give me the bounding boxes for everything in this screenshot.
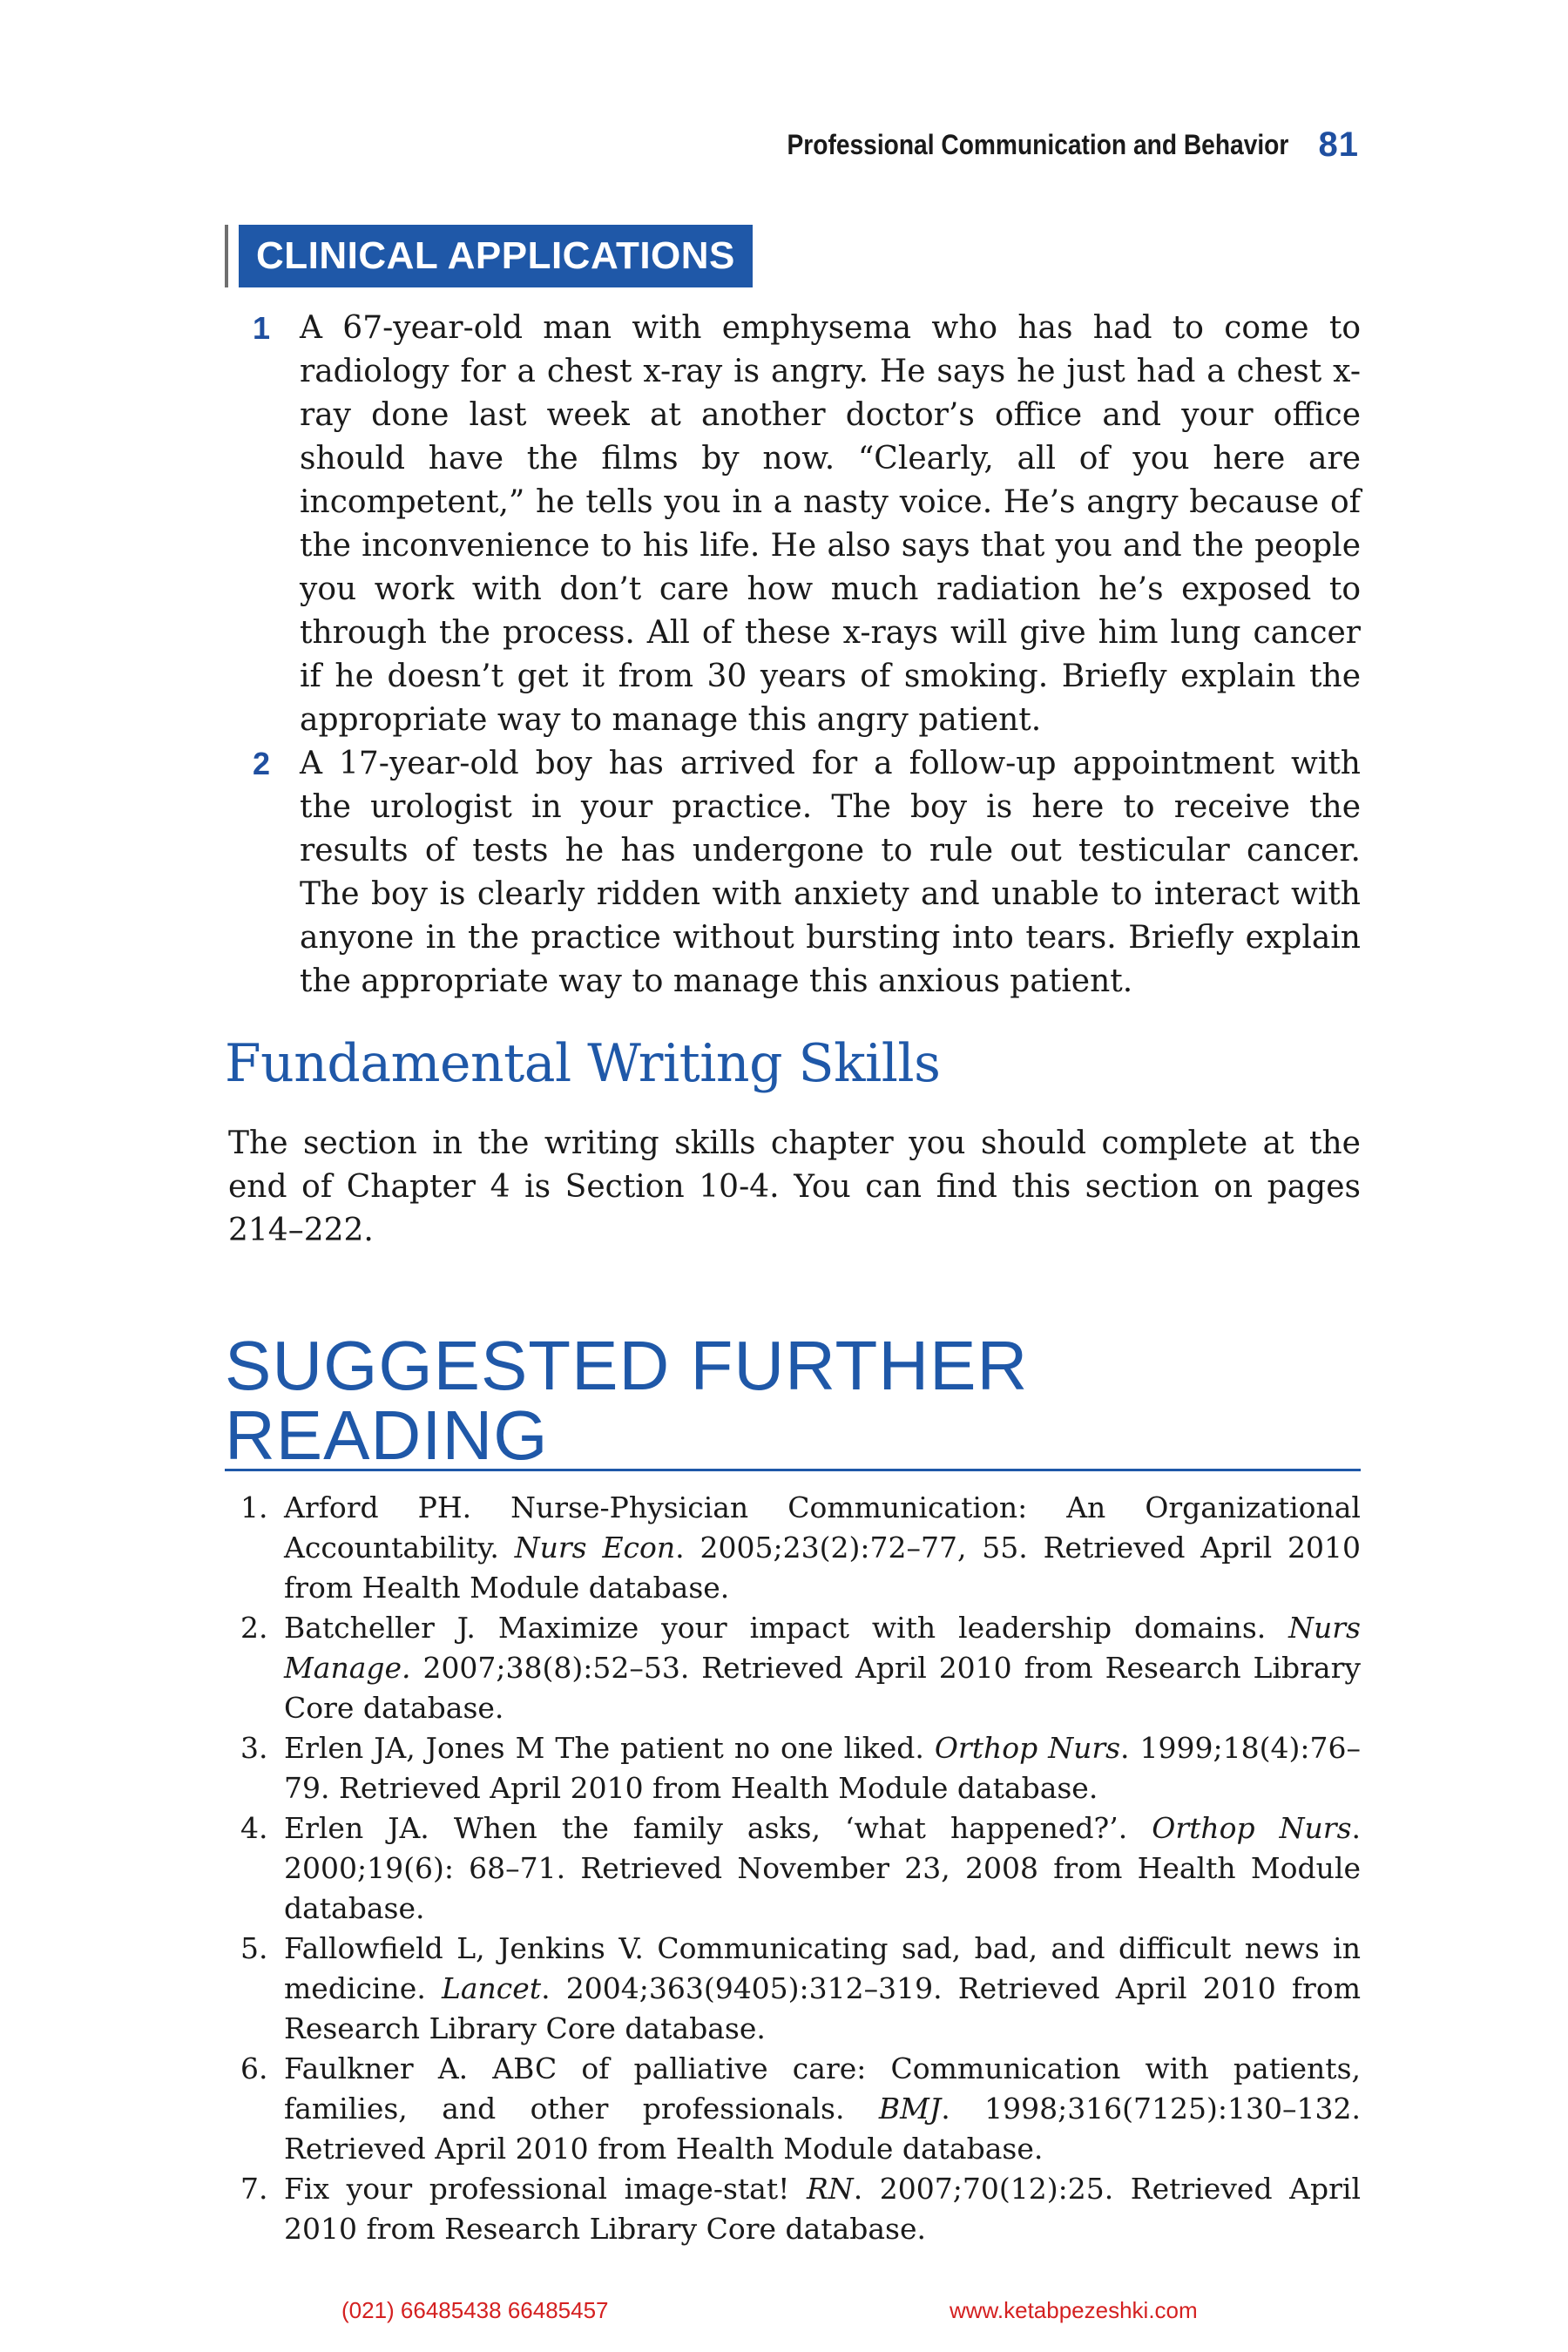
reference-details: . 2005;23(2):72–77, 55. Retrieved April 2010 from Health Module database. xyxy=(284,1531,1361,1605)
running-title: Professional Communication and Behavior xyxy=(787,128,1289,160)
journal-name: Orthop Nurs xyxy=(934,1731,1121,1765)
journal-name: RN xyxy=(806,2172,854,2206)
reference-details: . 1998;316(7125):130–132. Retrieved April 2010 from Health Module database. xyxy=(284,2092,1361,2166)
clinical-case xyxy=(244,307,1361,742)
journal-name: Nurs Manage. xyxy=(284,1611,1361,1685)
reference-item xyxy=(235,2049,1361,2169)
reference-details: . 2000;19(6): 68–71. Retrieved November 23, 2008 from Health Module database. xyxy=(284,1811,1361,1925)
journal-name: Nurs Econ xyxy=(514,1531,676,1565)
clinical-case xyxy=(244,742,1361,1004)
reference-item xyxy=(235,1488,1361,1608)
reference-item xyxy=(235,1808,1361,1929)
case-text: A 17-year-old boy has arrived for a follow-up appointment with the urologist in your practice. The boy is here to receive the results of tests he has undergone to rule out testicular cancer. The boy is clearly ridden with anxiety and unable to interact with anyone in the practice without bursting into tears. Briefly explain the appropriate way to manage this anxious patient. xyxy=(300,746,1361,999)
reference-details: . 1999;18(4):76–79. Retrieved April 2010 from Health Module database. xyxy=(284,1731,1361,1805)
reference-text: Fallowfield L, Jenkins V. Communicating sad, bad, and difficult news in medicine. xyxy=(284,1931,1361,2005)
clinical-applications-header xyxy=(225,225,753,287)
reference-list xyxy=(235,1488,1361,2249)
clinical-applications-list xyxy=(244,307,1361,1004)
reference-text: Arford PH. Nurse-Physician Communication: An Organizational Accountability. xyxy=(284,1490,1361,1565)
reference-text: Erlen JA, Jones M The patient no one liked. xyxy=(284,1731,935,1765)
reference-number: 2. xyxy=(240,1611,268,1645)
journal-name: Orthop Nurs xyxy=(1152,1811,1352,1845)
case-number: 2 xyxy=(253,746,271,781)
reference-details: . 2007;70(12):25. Retrieved April 2010 from Research Library Core database. xyxy=(284,2172,1361,2246)
reference-number: 3. xyxy=(240,1731,268,1765)
reference-details: . 2004;363(9405):312–319. Retrieved April 2010 from Research Library Core database. xyxy=(284,1971,1361,2045)
reference-number: 6. xyxy=(240,2051,268,2085)
reference-text: Erlen JA. When the family asks, ‘what happened?’. xyxy=(284,1811,1152,1845)
reference-number: 7. xyxy=(240,2172,268,2206)
further-reading-heading: SUGGESTED FURTHER READING xyxy=(225,1331,1361,1471)
footer-url[interactable]: www.ketabpezeshki.com xyxy=(950,2297,1198,2323)
reference-text: Fix your professional image-stat! xyxy=(284,2172,807,2206)
reference-item xyxy=(235,1608,1361,1728)
reference-text: Faulkner A. ABC of palliative care: Communication with patients, families, and other professionals. xyxy=(284,2051,1361,2126)
page-footer xyxy=(0,2297,1568,2332)
journal-name: Lancet xyxy=(441,1971,542,2005)
journal-name: BMJ xyxy=(878,2092,942,2126)
running-header xyxy=(679,122,1359,167)
case-text: A 67-year-old man with emphysema who has had to come to radiology for a chest x-ray is angry. He says he just had a chest x-ray done last week at another doctor’s office and your office should have the films by now. “Clearly, all of you here are incompetent,” he tells you in a nasty voice. He’s angry because of the inconvenience to his life. He also says that you and the people you work with don’t care how much radiation he’s exposed to through the process. All of these x-rays will give him lung cancer if he doesn’t get it from 30 years of smoking. Briefly explain the appropriate way to manage this angry patient. xyxy=(300,310,1361,738)
reference-number: 4. xyxy=(240,1811,268,1845)
reference-number: 1. xyxy=(240,1490,268,1524)
footer-phone: (021) 66485438 66485457 xyxy=(341,2297,609,2323)
reference-number: 5. xyxy=(240,1931,268,1965)
reference-item xyxy=(235,1728,1361,1808)
fundamental-writing-body: The section in the writing skills chapter you should complete at the end of Chapter 4 is Section 10-4. You can find this section on pages 214–222. xyxy=(228,1125,1361,1248)
reference-text: Batcheller J. Maximize your impact with leadership domains. xyxy=(284,1611,1289,1645)
case-number: 1 xyxy=(253,310,271,346)
reference-item xyxy=(235,1929,1361,2049)
reference-details: 2007;38(8):52–53. Retrieved April 2010 from Research Library Core database. xyxy=(284,1651,1361,1725)
page-number: 81 xyxy=(1318,125,1359,164)
clinical-applications-title: CLINICAL APPLICATIONS xyxy=(239,225,753,287)
section-rule xyxy=(225,225,228,287)
reference-item xyxy=(235,2169,1361,2249)
fundamental-writing-heading: Fundamental Writing Skills xyxy=(225,1033,941,1094)
